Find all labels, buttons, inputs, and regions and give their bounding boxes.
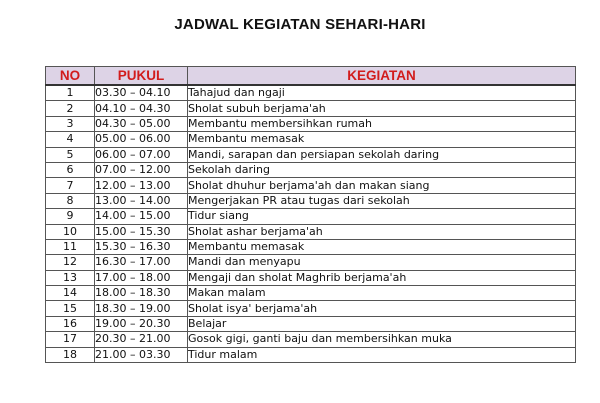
- table-row: [46, 270, 576, 285]
- page-title: JADWAL KEGIATAN SEHARI-HARI: [174, 16, 426, 33]
- cell-no: 13: [46, 270, 95, 285]
- cell-pukul: 19.00 – 20.30: [95, 316, 188, 331]
- cell-no: 3: [46, 116, 95, 131]
- cell-pukul: 20.30 – 21.00: [95, 332, 188, 347]
- cell-kegiatan: Mengaji dan sholat Maghrib berjama'ah: [188, 270, 576, 285]
- table-row: [46, 162, 576, 177]
- cell-no: 11: [46, 239, 95, 254]
- cell-pukul: 04.10 – 04.30: [95, 101, 188, 116]
- cell-no: 1: [46, 85, 95, 101]
- cell-kegiatan: Mandi dan menyapu: [188, 255, 576, 270]
- cell-kegiatan: Makan malam: [188, 286, 576, 301]
- cell-no: 9: [46, 209, 95, 224]
- table-row: [46, 332, 576, 347]
- cell-pukul: 03.30 – 04.10: [95, 85, 188, 101]
- table-row: [46, 116, 576, 131]
- cell-no: 6: [46, 162, 95, 177]
- table-row: [46, 178, 576, 193]
- cell-kegiatan: Membantu memasak: [188, 132, 576, 147]
- cell-kegiatan: Membantu membersihkan rumah: [188, 116, 576, 131]
- cell-no: 18: [46, 347, 95, 362]
- cell-no: 12: [46, 255, 95, 270]
- table-row: [46, 347, 576, 362]
- cell-pukul: 07.00 – 12.00: [95, 162, 188, 177]
- header-row: [46, 67, 576, 86]
- cell-kegiatan: Mandi, sarapan dan persiapan sekolah daring: [188, 147, 576, 162]
- cell-kegiatan: Sekolah daring: [188, 162, 576, 177]
- cell-kegiatan: Sholat dhuhur berjama'ah dan makan siang: [188, 178, 576, 193]
- cell-pukul: 06.00 – 07.00: [95, 147, 188, 162]
- cell-no: 8: [46, 193, 95, 208]
- cell-kegiatan: Sholat ashar berjama'ah: [188, 224, 576, 239]
- cell-pukul: 12.00 – 13.00: [95, 178, 188, 193]
- table-row: [46, 193, 576, 208]
- cell-kegiatan: Sholat isya' berjama'ah: [188, 301, 576, 316]
- cell-pukul: 04.30 – 05.00: [95, 116, 188, 131]
- cell-no: 16: [46, 316, 95, 331]
- cell-kegiatan: Sholat subuh berjama'ah: [188, 101, 576, 116]
- table-row: [46, 239, 576, 254]
- table-header: [46, 67, 576, 86]
- cell-pukul: 21.00 – 03.30: [95, 347, 188, 362]
- cell-kegiatan: Membantu memasak: [188, 239, 576, 254]
- cell-kegiatan: Mengerjakan PR atau tugas dari sekolah: [188, 193, 576, 208]
- cell-kegiatan: Belajar: [188, 316, 576, 331]
- table-row: [46, 209, 576, 224]
- column-header-pukul: PUKUL: [95, 67, 188, 86]
- cell-pukul: 15.00 – 15.30: [95, 224, 188, 239]
- table-row: [46, 286, 576, 301]
- table-row: [46, 85, 576, 101]
- cell-no: 14: [46, 286, 95, 301]
- cell-pukul: 18.30 – 19.00: [95, 301, 188, 316]
- cell-pukul: 05.00 – 06.00: [95, 132, 188, 147]
- table-row: [46, 101, 576, 116]
- cell-pukul: 18.00 – 18.30: [95, 286, 188, 301]
- table-row: [46, 301, 576, 316]
- schedule-table: [45, 66, 576, 363]
- cell-kegiatan: Tidur malam: [188, 347, 576, 362]
- cell-kegiatan: Tidur siang: [188, 209, 576, 224]
- table-row: [46, 132, 576, 147]
- table-row: [46, 147, 576, 162]
- cell-pukul: 13.00 – 14.00: [95, 193, 188, 208]
- cell-kegiatan: Gosok gigi, ganti baju dan membersihkan muka: [188, 332, 576, 347]
- cell-no: 2: [46, 101, 95, 116]
- cell-no: 15: [46, 301, 95, 316]
- column-header-kegiatan: KEGIATAN: [188, 67, 576, 86]
- cell-pukul: 14.00 – 15.00: [95, 209, 188, 224]
- column-header-no: NO: [46, 67, 95, 86]
- table-row: [46, 224, 576, 239]
- cell-no: 4: [46, 132, 95, 147]
- table-row: [46, 316, 576, 331]
- cell-pukul: 17.00 – 18.00: [95, 270, 188, 285]
- cell-no: 7: [46, 178, 95, 193]
- cell-no: 10: [46, 224, 95, 239]
- cell-no: 5: [46, 147, 95, 162]
- cell-pukul: 15.30 – 16.30: [95, 239, 188, 254]
- cell-kegiatan: Tahajud dan ngaji: [188, 85, 576, 101]
- table-body: [46, 85, 576, 363]
- table-row: [46, 255, 576, 270]
- cell-pukul: 16.30 – 17.00: [95, 255, 188, 270]
- cell-no: 17: [46, 332, 95, 347]
